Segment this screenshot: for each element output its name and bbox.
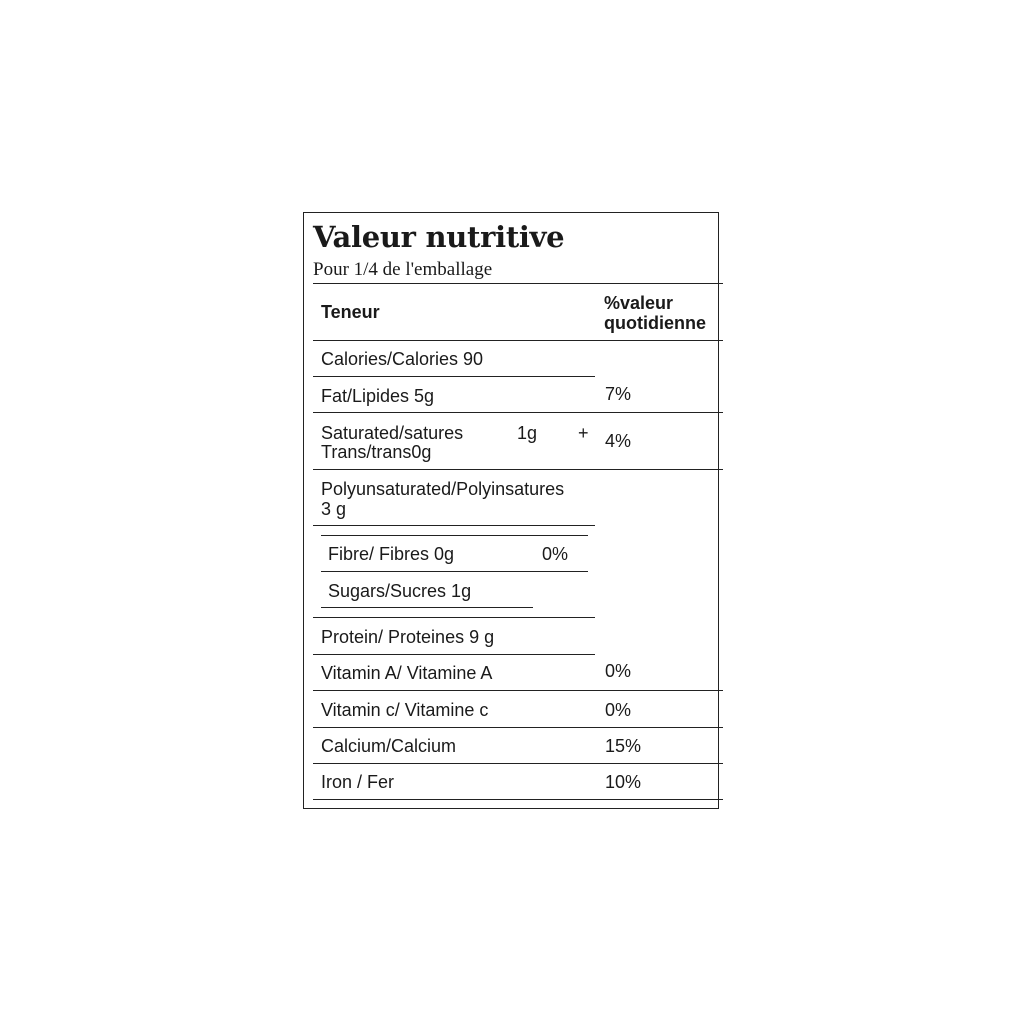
row-protein-label: Protein/ Proteines 9 g	[321, 627, 495, 647]
row-fat-label: Fat/Lipides 5g	[321, 386, 435, 406]
row-poly-label-line1: Polyunsaturated/Polyinsatures	[321, 479, 565, 499]
row-vitamin-a-label: Vitamin A/ Vitamine A	[321, 663, 493, 683]
divider	[313, 376, 595, 377]
column-header-dv-line2: quotidienne	[604, 313, 706, 333]
row-saturated-dv: 4%	[605, 431, 632, 451]
row-saturated-label-line1: Saturated/satures	[321, 423, 464, 443]
row-saturated-amount: 1g	[517, 423, 538, 443]
row-calcium-label: Calcium/Calcium	[321, 736, 457, 756]
row-calories-label: Calories/Calories 90	[321, 349, 484, 369]
serving-size: Pour 1/4 de l'emballage	[313, 259, 493, 280]
row-saturated-label-line2: Trans/trans0g	[321, 442, 432, 462]
row-calcium-dv: 15%	[605, 736, 642, 756]
row-poly-label-line2: 3 g	[321, 499, 347, 519]
divider	[321, 535, 588, 536]
divider	[313, 727, 723, 728]
divider	[313, 690, 723, 691]
divider	[313, 340, 723, 341]
row-iron-dv: 10%	[605, 772, 642, 792]
row-saturated-plus: +	[578, 423, 589, 443]
row-iron-label: Iron / Fer	[321, 772, 395, 792]
divider	[321, 571, 588, 572]
divider	[313, 617, 595, 618]
divider	[313, 525, 595, 526]
row-vitamin-a-dv: 0%	[605, 661, 632, 681]
divider	[313, 283, 723, 284]
label-title: Valeur nutritive	[313, 220, 565, 254]
row-sugars-label: Sugars/Sucres 1g	[328, 581, 472, 601]
row-vitamin-c-label: Vitamin c/ Vitamine c	[321, 700, 489, 720]
divider	[313, 469, 723, 470]
column-header-amount: Teneur	[321, 302, 380, 322]
row-fat-dv: 7%	[605, 384, 632, 404]
divider	[313, 799, 723, 800]
row-fibre-label: Fibre/ Fibres 0g	[328, 544, 455, 564]
divider	[313, 763, 723, 764]
divider	[313, 412, 723, 413]
row-fibre-dv: 0%	[542, 544, 569, 564]
divider	[313, 654, 595, 655]
divider	[321, 607, 533, 608]
column-header-dv-line1: %valeur	[604, 293, 674, 313]
row-vitamin-c-dv: 0%	[605, 700, 632, 720]
